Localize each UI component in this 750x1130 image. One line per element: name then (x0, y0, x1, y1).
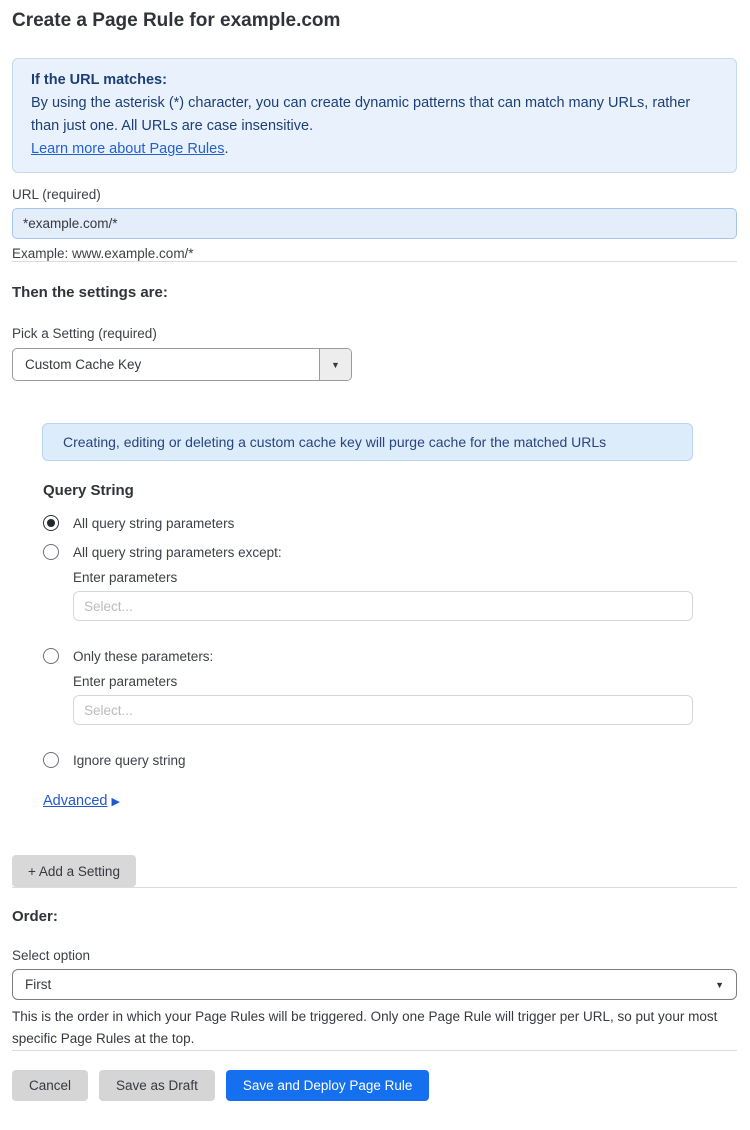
save-draft-button[interactable]: Save as Draft (99, 1070, 215, 1101)
order-select-value: First (25, 977, 52, 992)
action-bar (12, 1070, 737, 1101)
radio-label-only-these[interactable]: Only these parameters: (73, 648, 214, 664)
settings-heading: Then the settings are: (12, 284, 168, 301)
divider (12, 887, 737, 888)
enter-parameters-label: Enter parameters (73, 674, 178, 689)
query-string-heading: Query String (43, 482, 134, 499)
chevron-down-icon: ▼ (715, 979, 724, 990)
radio-row-ignore-qs[interactable] (43, 752, 737, 768)
radio-label-all-params[interactable]: All query string parameters (73, 515, 235, 531)
setting-dropdown[interactable] (12, 348, 352, 381)
url-example-text: Example: www.example.com/* (12, 246, 194, 261)
page-title: Create a Page Rule for example.com (12, 10, 341, 31)
divider (12, 1050, 737, 1051)
info-box-heading: If the URL matches: (31, 72, 167, 88)
chevron-down-icon: ▼ (331, 359, 340, 370)
radio-row-all-params[interactable] (43, 515, 737, 531)
order-select[interactable] (12, 969, 737, 1000)
radio-row-all-except[interactable] (43, 544, 737, 560)
radio-label-all-except[interactable]: All query string parameters except: (73, 544, 282, 560)
enter-parameters-label: Enter parameters (73, 570, 178, 585)
setting-dropdown-value: Custom Cache Key (25, 357, 142, 372)
cache-key-notice (42, 423, 693, 461)
divider (12, 261, 737, 262)
url-match-info-box (12, 58, 737, 173)
chevron-right-icon[interactable]: ▶ (111, 796, 120, 808)
info-box-body: By using the asterisk (*) character, you can create dynamic patterns that can match many URLs, rather than just one. All URLs are case insensitive. (31, 95, 691, 134)
order-help-text: This is the order in which your Page Rules will be triggered. Only one Page Rule will trigger per URL, so put your most specific Page Rules at the top. (12, 1009, 718, 1046)
advanced-link[interactable]: Advanced (43, 793, 108, 809)
radio-label-ignore-qs[interactable]: Ignore query string (73, 752, 186, 768)
radio-dot (47, 652, 55, 660)
add-setting-button[interactable]: + Add a Setting (12, 855, 136, 887)
only-parameters-input[interactable] (73, 695, 693, 725)
radio-dot (47, 519, 55, 527)
radio-all-params[interactable] (43, 515, 59, 531)
learn-more-link[interactable]: Learn more about Page Rules (31, 141, 225, 157)
cache-key-notice-text: Creating, editing or deleting a custom cache key will purge cache for the matched URLs (63, 434, 607, 450)
radio-dot (47, 548, 55, 556)
radio-dot (47, 756, 55, 764)
radio-ignore-qs[interactable] (43, 752, 59, 768)
pick-setting-label: Pick a Setting (required) (12, 326, 157, 341)
setting-dropdown-arrow-button[interactable] (319, 349, 351, 380)
order-heading: Order: (12, 908, 58, 925)
url-input[interactable] (12, 208, 737, 239)
except-parameters-input[interactable] (73, 591, 693, 621)
save-deploy-button[interactable]: Save and Deploy Page Rule (226, 1070, 430, 1101)
advanced-row (43, 793, 737, 809)
url-label: URL (required) (12, 187, 101, 202)
radio-only-these[interactable] (43, 648, 59, 664)
radio-row-only-these[interactable] (43, 648, 737, 664)
order-select-label: Select option (12, 948, 91, 963)
cancel-button[interactable]: Cancel (12, 1070, 88, 1101)
link-suffix: . (224, 141, 229, 157)
radio-all-except[interactable] (43, 544, 59, 560)
info-box-link-row (31, 138, 718, 161)
